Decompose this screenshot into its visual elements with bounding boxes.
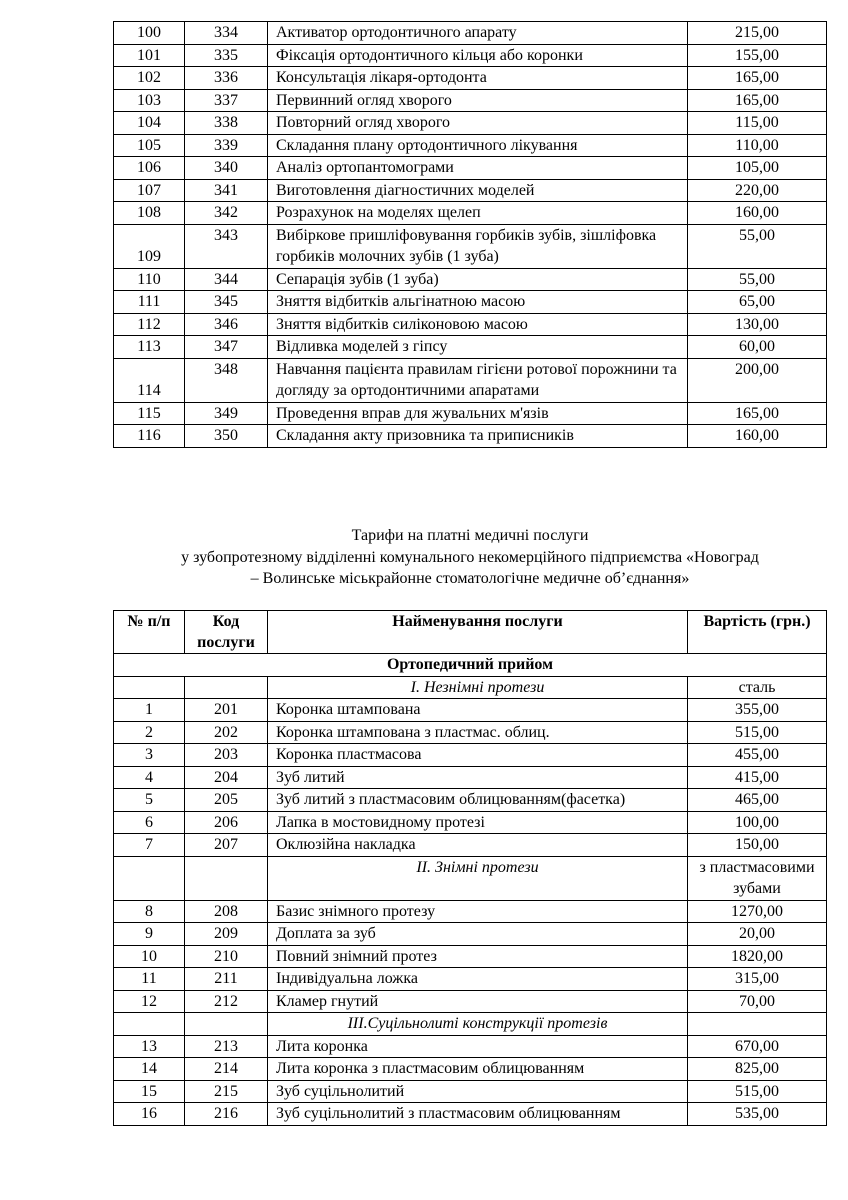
row-number: 116 bbox=[114, 425, 185, 448]
table-row bbox=[114, 402, 827, 425]
empty-cell bbox=[114, 1013, 185, 1036]
subsection-note: з пластмасовими зубами bbox=[688, 856, 827, 900]
table-row bbox=[114, 789, 827, 812]
service-price: 200,00 bbox=[688, 358, 827, 402]
row-number: 4 bbox=[114, 766, 185, 789]
service-name: Розрахунок на моделях щелеп bbox=[268, 202, 688, 225]
empty-cell bbox=[114, 676, 185, 699]
heading-line-3: – Волинське міськрайонне стоматологічне медичне об’єднання» bbox=[250, 570, 690, 587]
service-code: 216 bbox=[185, 1103, 268, 1126]
service-price: 165,00 bbox=[688, 67, 827, 90]
service-price: 110,00 bbox=[688, 134, 827, 157]
row-number: 1 bbox=[114, 699, 185, 722]
row-number: 6 bbox=[114, 811, 185, 834]
service-price: 165,00 bbox=[688, 89, 827, 112]
service-code: 206 bbox=[185, 811, 268, 834]
row-number: 101 bbox=[114, 44, 185, 67]
header-name: Найменування послуги bbox=[268, 611, 688, 654]
section-title: Ортопедичний прийом bbox=[114, 654, 827, 677]
row-number: 12 bbox=[114, 990, 185, 1013]
service-name: Повторний огляд хворого bbox=[268, 112, 688, 135]
service-code: 350 bbox=[185, 425, 268, 448]
service-code: 345 bbox=[185, 291, 268, 314]
service-name: Навчання пацієнта правилам гігієни ротової порожнини та догляду за ортодонтичними апаратами bbox=[268, 358, 688, 402]
row-number: 107 bbox=[114, 179, 185, 202]
service-code: 207 bbox=[185, 834, 268, 857]
service-code: 213 bbox=[185, 1035, 268, 1058]
service-code: 215 bbox=[185, 1080, 268, 1103]
table-row bbox=[114, 968, 827, 991]
table-row bbox=[114, 67, 827, 90]
service-code: 349 bbox=[185, 402, 268, 425]
table-row bbox=[114, 157, 827, 180]
table-row bbox=[114, 313, 827, 336]
service-price: 55,00 bbox=[688, 224, 827, 268]
row-number: 13 bbox=[114, 1035, 185, 1058]
table-row bbox=[114, 945, 827, 968]
subsection-title: III.Суцільнолиті конструкції протезів bbox=[268, 1013, 688, 1036]
service-code: 335 bbox=[185, 44, 268, 67]
empty-cell bbox=[185, 1013, 268, 1036]
empty-cell bbox=[185, 856, 268, 900]
service-code: 344 bbox=[185, 268, 268, 291]
table-row bbox=[114, 766, 827, 789]
service-name: Зуб суцільнолитий bbox=[268, 1080, 688, 1103]
table-row bbox=[114, 1035, 827, 1058]
table-row bbox=[114, 291, 827, 314]
service-name: Вибіркове пришліфовування горбиків зубів, зішліфовка горбиків молочних зубів (1 зуба) bbox=[268, 224, 688, 268]
service-name: Лапка в мостовидному протезі bbox=[268, 811, 688, 834]
service-code: 211 bbox=[185, 968, 268, 991]
service-price: 315,00 bbox=[688, 968, 827, 991]
service-name: Складання плану ортодонтичного лікування bbox=[268, 134, 688, 157]
service-name: Зняття відбитків альгінатною масою bbox=[268, 291, 688, 314]
row-number: 115 bbox=[114, 402, 185, 425]
table-row bbox=[114, 744, 827, 767]
service-code: 204 bbox=[185, 766, 268, 789]
service-code: 338 bbox=[185, 112, 268, 135]
row-number: 114 bbox=[114, 358, 185, 402]
service-price: 105,00 bbox=[688, 157, 827, 180]
service-code: 337 bbox=[185, 89, 268, 112]
service-code: 342 bbox=[185, 202, 268, 225]
service-price: 515,00 bbox=[688, 721, 827, 744]
service-name: Активатор ортодонтичного апарату bbox=[268, 22, 688, 45]
service-name: Оклюзійна накладка bbox=[268, 834, 688, 857]
row-number: 10 bbox=[114, 945, 185, 968]
table-row bbox=[114, 358, 827, 402]
subsection-row bbox=[114, 856, 827, 900]
service-name: Первинний огляд хворого bbox=[268, 89, 688, 112]
table-row bbox=[114, 134, 827, 157]
table-row bbox=[114, 699, 827, 722]
table-row bbox=[114, 179, 827, 202]
row-number: 8 bbox=[114, 900, 185, 923]
service-name: Сепарація зубів (1 зуба) bbox=[268, 268, 688, 291]
table-row bbox=[114, 900, 827, 923]
service-price: 100,00 bbox=[688, 811, 827, 834]
header-code: Код послуги bbox=[185, 611, 268, 654]
table-row bbox=[114, 990, 827, 1013]
service-price: 465,00 bbox=[688, 789, 827, 812]
service-price: 415,00 bbox=[688, 766, 827, 789]
heading-line-1: Тарифи на платні медичні послуги bbox=[351, 527, 589, 544]
row-number: 7 bbox=[114, 834, 185, 857]
empty-cell bbox=[185, 676, 268, 699]
service-name: Повний знімний протез bbox=[268, 945, 688, 968]
service-price: 150,00 bbox=[688, 834, 827, 857]
service-price: 115,00 bbox=[688, 112, 827, 135]
row-number: 108 bbox=[114, 202, 185, 225]
service-price: 215,00 bbox=[688, 22, 827, 45]
tariff-table-prosthetic bbox=[113, 610, 827, 1126]
row-number: 9 bbox=[114, 923, 185, 946]
row-number: 11 bbox=[114, 968, 185, 991]
service-code: 348 bbox=[185, 358, 268, 402]
service-name: Консультація лікаря-ортодонта bbox=[268, 67, 688, 90]
service-code: 334 bbox=[185, 22, 268, 45]
row-number: 14 bbox=[114, 1058, 185, 1081]
service-price: 55,00 bbox=[688, 268, 827, 291]
service-code: 208 bbox=[185, 900, 268, 923]
row-number: 102 bbox=[114, 67, 185, 90]
service-price: 515,00 bbox=[688, 1080, 827, 1103]
service-code: 209 bbox=[185, 923, 268, 946]
row-number: 113 bbox=[114, 336, 185, 359]
header-price: Вартість (грн.) bbox=[688, 611, 827, 654]
row-number: 3 bbox=[114, 744, 185, 767]
table-row bbox=[114, 1058, 827, 1081]
row-number: 103 bbox=[114, 89, 185, 112]
row-number: 112 bbox=[114, 313, 185, 336]
table-row bbox=[114, 112, 827, 135]
table-row bbox=[114, 811, 827, 834]
empty-cell bbox=[114, 856, 185, 900]
subsection-note bbox=[688, 1013, 827, 1036]
subsection-title: II. Знімні протези bbox=[268, 856, 688, 900]
service-name: Зуб суцільнолитий з пластмасовим облицюванням bbox=[268, 1103, 688, 1126]
service-name: Складання акту призовника та приписників bbox=[268, 425, 688, 448]
service-price: 130,00 bbox=[688, 313, 827, 336]
table-row bbox=[114, 44, 827, 67]
tariff-table-orthodontic bbox=[113, 21, 827, 448]
row-number: 104 bbox=[114, 112, 185, 135]
service-price: 1270,00 bbox=[688, 900, 827, 923]
service-name: Кламер гнутий bbox=[268, 990, 688, 1013]
service-code: 339 bbox=[185, 134, 268, 157]
document-heading bbox=[100, 525, 840, 590]
service-code: 210 bbox=[185, 945, 268, 968]
service-price: 670,00 bbox=[688, 1035, 827, 1058]
service-name: Лита коронка bbox=[268, 1035, 688, 1058]
service-name: Коронка штампована з пластмас. облиц. bbox=[268, 721, 688, 744]
row-number: 2 bbox=[114, 721, 185, 744]
table-row bbox=[114, 834, 827, 857]
table-row bbox=[114, 268, 827, 291]
service-name: Доплата за зуб bbox=[268, 923, 688, 946]
service-price: 70,00 bbox=[688, 990, 827, 1013]
row-number: 111 bbox=[114, 291, 185, 314]
row-number: 5 bbox=[114, 789, 185, 812]
service-name: Коронка пластмасова bbox=[268, 744, 688, 767]
service-code: 214 bbox=[185, 1058, 268, 1081]
table-row bbox=[114, 22, 827, 45]
service-code: 202 bbox=[185, 721, 268, 744]
service-code: 336 bbox=[185, 67, 268, 90]
service-price: 20,00 bbox=[688, 923, 827, 946]
table-row bbox=[114, 336, 827, 359]
row-number: 110 bbox=[114, 268, 185, 291]
service-price: 1820,00 bbox=[688, 945, 827, 968]
subsection-title: I. Незнімні протези bbox=[268, 676, 688, 699]
table-row bbox=[114, 224, 827, 268]
service-name: Коронка штампована bbox=[268, 699, 688, 722]
table-row bbox=[114, 425, 827, 448]
service-price: 160,00 bbox=[688, 425, 827, 448]
service-name: Відливка моделей з гіпсу bbox=[268, 336, 688, 359]
service-price: 455,00 bbox=[688, 744, 827, 767]
row-number: 16 bbox=[114, 1103, 185, 1126]
table-row bbox=[114, 89, 827, 112]
header-num: № п/п bbox=[114, 611, 185, 654]
service-price: 160,00 bbox=[688, 202, 827, 225]
service-price: 355,00 bbox=[688, 699, 827, 722]
table-header-row bbox=[114, 611, 827, 654]
service-name: Зуб литий bbox=[268, 766, 688, 789]
service-name: Проведення вправ для жувальних м'язів bbox=[268, 402, 688, 425]
service-price: 165,00 bbox=[688, 402, 827, 425]
service-code: 347 bbox=[185, 336, 268, 359]
row-number: 15 bbox=[114, 1080, 185, 1103]
service-code: 346 bbox=[185, 313, 268, 336]
subsection-row bbox=[114, 1013, 827, 1036]
service-price: 155,00 bbox=[688, 44, 827, 67]
service-code: 341 bbox=[185, 179, 268, 202]
service-code: 205 bbox=[185, 789, 268, 812]
service-code: 343 bbox=[185, 224, 268, 268]
service-code: 212 bbox=[185, 990, 268, 1013]
service-price: 60,00 bbox=[688, 336, 827, 359]
service-name: Зуб литий з пластмасовим облицюванням(фасетка) bbox=[268, 789, 688, 812]
service-name: Зняття відбитків силіконовою масою bbox=[268, 313, 688, 336]
tariff-table-body bbox=[114, 654, 827, 1126]
row-number: 100 bbox=[114, 22, 185, 45]
service-name: Виготовлення діагностичних моделей bbox=[268, 179, 688, 202]
row-number: 109 bbox=[114, 224, 185, 268]
service-name: Лита коронка з пластмасовим облицюванням bbox=[268, 1058, 688, 1081]
tariff-table-body bbox=[114, 22, 827, 448]
service-price: 535,00 bbox=[688, 1103, 827, 1126]
service-name: Базис знімного протезу bbox=[268, 900, 688, 923]
service-price: 220,00 bbox=[688, 179, 827, 202]
row-number: 105 bbox=[114, 134, 185, 157]
subsection-note: сталь bbox=[688, 676, 827, 699]
table-row bbox=[114, 1103, 827, 1126]
service-name: Фіксація ортодонтичного кільця або коронки bbox=[268, 44, 688, 67]
service-code: 340 bbox=[185, 157, 268, 180]
subsection-row bbox=[114, 676, 827, 699]
service-price: 65,00 bbox=[688, 291, 827, 314]
service-price: 825,00 bbox=[688, 1058, 827, 1081]
table-row bbox=[114, 721, 827, 744]
table-row bbox=[114, 923, 827, 946]
service-code: 203 bbox=[185, 744, 268, 767]
section-row bbox=[114, 654, 827, 677]
service-name: Аналіз ортопантомограми bbox=[268, 157, 688, 180]
table-row bbox=[114, 1080, 827, 1103]
service-code: 201 bbox=[185, 699, 268, 722]
service-name: Індивідуальна ложка bbox=[268, 968, 688, 991]
table-row bbox=[114, 202, 827, 225]
heading-line-2: у зубопротезному відділенні комунального некомерційного підприємства «Новоград bbox=[181, 548, 759, 566]
row-number: 106 bbox=[114, 157, 185, 180]
